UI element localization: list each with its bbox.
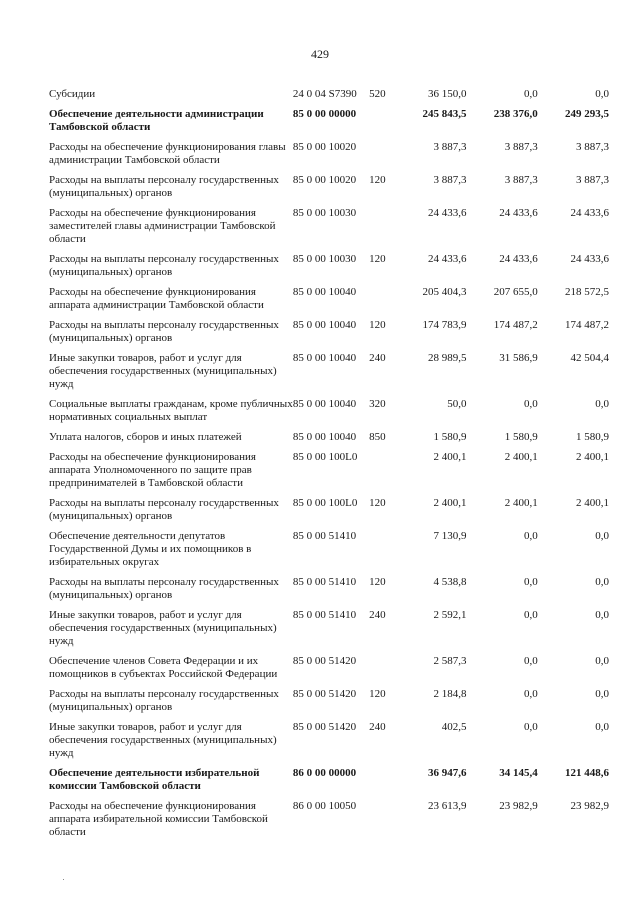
- row-value-2: 34 145,4: [499, 767, 538, 779]
- row-value-2: 0,0: [523, 721, 538, 733]
- row-expense-type: [369, 108, 395, 141]
- row-value-2: 0,0: [523, 576, 538, 588]
- row-value-3: 0,0: [595, 576, 609, 588]
- table-row: [49, 253, 609, 286]
- row-value-1: 4 538,8: [433, 576, 467, 588]
- row-value-3: 3 887,3: [576, 141, 609, 153]
- row-value-3: 0,0: [595, 688, 609, 700]
- row-code: 85 0 00 00000: [292, 108, 357, 120]
- row-code: 85 0 00 10040: [292, 352, 357, 364]
- table-row: [49, 398, 609, 431]
- row-value-3: 121 448,6: [565, 767, 609, 779]
- row-value-1: 50,0: [447, 398, 467, 410]
- row-value-2: 1 580,9: [504, 431, 538, 443]
- row-name: Обеспечение деятельности администрации Тамбовской области: [49, 108, 264, 133]
- table-row: [49, 530, 609, 576]
- row-expense-type: 120: [369, 253, 386, 265]
- row-value-2: 174 487,2: [493, 319, 538, 331]
- table-row: [49, 431, 609, 451]
- row-expense-type: 520: [369, 88, 386, 100]
- row-name: Расходы на выплаты персоналу государственных (муниципальных) органов: [49, 174, 279, 199]
- row-value-1: 36 150,0: [427, 88, 467, 100]
- row-expense-type: [369, 655, 395, 688]
- row-code: 85 0 00 51410: [292, 609, 357, 621]
- row-name: Расходы на выплаты персоналу государственных (муниципальных) органов: [49, 497, 279, 522]
- row-value-2: 24 433,6: [499, 253, 538, 265]
- row-value-3: 0,0: [595, 655, 609, 667]
- row-value-2: 2 400,1: [504, 451, 538, 463]
- row-expense-type: 120: [369, 497, 386, 509]
- table-row: [49, 655, 609, 688]
- table-row: [49, 451, 609, 497]
- table-row: [49, 609, 609, 655]
- row-value-2: 0,0: [523, 688, 538, 700]
- row-expense-type: [369, 451, 395, 497]
- row-value-3: 218 572,5: [565, 286, 609, 298]
- table-row: [49, 497, 609, 530]
- row-value-1: 28 989,5: [427, 352, 467, 364]
- row-name: Обеспечение членов Совета Федерации и их помощников в субъектах Российской Федерации: [49, 655, 278, 680]
- row-name: Расходы на выплаты персоналу государственных (муниципальных) органов: [49, 253, 279, 278]
- table-row: [49, 576, 609, 609]
- row-code: 85 0 00 51410: [292, 576, 357, 588]
- row-code: 85 0 00 100L0: [292, 451, 358, 463]
- row-value-3: 0,0: [595, 609, 609, 621]
- row-code: 85 0 00 10020: [292, 141, 357, 153]
- row-code: 24 0 04 S7390: [292, 88, 357, 100]
- row-value-1: 3 887,3: [433, 141, 467, 153]
- row-code: 85 0 00 51420: [292, 655, 357, 667]
- row-value-3: 23 982,9: [570, 800, 609, 812]
- budget-table-body: [49, 88, 609, 846]
- row-value-3: 42 504,4: [570, 352, 609, 364]
- row-expense-type: [369, 800, 395, 846]
- row-value-1: 1 580,9: [433, 431, 467, 443]
- row-code: 85 0 00 51420: [292, 688, 357, 700]
- row-code: 86 0 00 00000: [292, 767, 357, 779]
- row-expense-type: 850: [369, 431, 386, 443]
- row-name: Расходы на обеспечение функционирования аппарата Уполномоченного по защите прав предпринимателей в Тамбовской области: [49, 451, 256, 489]
- row-expense-type: 120: [369, 688, 386, 700]
- row-code: 85 0 00 10040: [292, 431, 357, 443]
- table-row: [49, 721, 609, 767]
- row-expense-type: [369, 207, 395, 253]
- row-expense-type: 240: [369, 721, 386, 733]
- row-code: 85 0 00 10040: [292, 398, 357, 410]
- row-code: 85 0 00 10040: [292, 286, 357, 298]
- row-value-3: 3 887,3: [576, 174, 609, 186]
- row-name: Обеспечение деятельности депутатов Государственной Думы и их помощников в избирательных округах: [49, 530, 252, 568]
- table-row: [49, 108, 609, 141]
- row-value-3: 0,0: [595, 398, 609, 410]
- row-code: 85 0 00 10020: [292, 174, 357, 186]
- table-row: [49, 800, 609, 846]
- row-value-2: 238 376,0: [493, 108, 538, 120]
- row-expense-type: 240: [369, 352, 386, 364]
- row-value-3: 24 433,6: [570, 207, 609, 219]
- row-value-1: 2 592,1: [433, 609, 467, 621]
- row-expense-type: [369, 141, 395, 174]
- row-name: Расходы на обеспечение функционирования аппарата избирательной комиссии Тамбовской области: [49, 800, 268, 838]
- row-value-3: 249 293,5: [565, 108, 609, 120]
- row-name: Расходы на обеспечение функционирования главы администрации Тамбовской области: [49, 141, 286, 166]
- row-value-1: 7 130,9: [433, 530, 467, 542]
- row-code: 85 0 00 10030: [292, 207, 357, 219]
- row-name: Субсидии: [49, 88, 96, 100]
- table-row: [49, 88, 609, 108]
- row-value-1: 205 404,3: [422, 286, 467, 298]
- row-code: 85 0 00 51410: [292, 530, 357, 542]
- row-value-3: 24 433,6: [570, 253, 609, 265]
- row-value-1: 2 184,8: [433, 688, 467, 700]
- table-row: [49, 286, 609, 319]
- row-name: Расходы на выплаты персоналу государственных (муниципальных) органов: [49, 576, 279, 601]
- table-row: [49, 174, 609, 207]
- row-expense-type: [369, 767, 395, 800]
- row-expense-type: 120: [369, 174, 386, 186]
- row-value-1: 24 433,6: [427, 253, 467, 265]
- row-value-2: 2 400,1: [504, 497, 538, 509]
- row-name: Иные закупки товаров, работ и услуг для обеспечения государственных (муниципальных) нужд: [49, 721, 277, 759]
- table-row: [49, 688, 609, 721]
- row-value-2: 3 887,3: [504, 141, 538, 153]
- row-name: Расходы на выплаты персоналу государственных (муниципальных) органов: [49, 319, 279, 344]
- row-code: 85 0 00 100L0: [292, 497, 358, 509]
- row-name: Социальные выплаты гражданам, кроме публичных нормативных социальных выплат: [49, 398, 293, 423]
- row-value-2: 24 433,6: [499, 207, 538, 219]
- row-value-2: 31 586,9: [499, 352, 538, 364]
- row-value-2: 207 655,0: [493, 286, 538, 298]
- table-row: [49, 207, 609, 253]
- row-value-3: 2 400,1: [576, 451, 609, 463]
- table-row: [49, 352, 609, 398]
- row-value-1: 245 843,5: [422, 108, 467, 120]
- scan-artifact: [63, 879, 64, 880]
- budget-table: [49, 88, 609, 846]
- row-value-1: 23 613,9: [427, 800, 467, 812]
- row-code: 85 0 00 10030: [292, 253, 357, 265]
- row-value-1: 402,5: [441, 721, 467, 733]
- row-expense-type: [369, 286, 395, 319]
- row-value-3: 0,0: [595, 88, 609, 100]
- row-name: Обеспечение деятельности избирательной комиссии Тамбовской области: [49, 767, 260, 792]
- row-expense-type: 120: [369, 319, 386, 331]
- row-value-3: 2 400,1: [576, 497, 609, 509]
- row-value-2: 0,0: [523, 655, 538, 667]
- row-value-2: 0,0: [523, 530, 538, 542]
- table-row: [49, 319, 609, 352]
- row-expense-type: [369, 530, 395, 576]
- row-value-1: 24 433,6: [427, 207, 467, 219]
- row-value-1: 2 587,3: [433, 655, 467, 667]
- row-value-1: 2 400,1: [433, 497, 467, 509]
- row-value-3: 0,0: [595, 721, 609, 733]
- row-value-3: 174 487,2: [565, 319, 609, 331]
- row-name: Расходы на обеспечение функционирования аппарата администрации Тамбовской области: [49, 286, 264, 311]
- row-value-1: 3 887,3: [433, 174, 467, 186]
- row-name: Иные закупки товаров, работ и услуг для обеспечения государственных (муниципальных) нужд: [49, 352, 277, 390]
- row-value-1: 174 783,9: [422, 319, 467, 331]
- row-expense-type: 240: [369, 609, 386, 621]
- row-expense-type: 120: [369, 576, 386, 588]
- row-expense-type: 320: [369, 398, 386, 410]
- row-name: Уплата налогов, сборов и иных платежей: [49, 431, 242, 443]
- row-value-2: 0,0: [523, 398, 538, 410]
- row-value-3: 0,0: [595, 530, 609, 542]
- table-row: [49, 767, 609, 800]
- page-number: 429: [311, 47, 329, 61]
- row-value-2: 23 982,9: [499, 800, 538, 812]
- row-value-1: 2 400,1: [433, 451, 467, 463]
- table-row: [49, 141, 609, 174]
- row-value-1: 36 947,6: [427, 767, 467, 779]
- row-value-2: 0,0: [523, 88, 538, 100]
- row-name: Расходы на обеспечение функционирования заместителей главы администрации Тамбовской области: [49, 207, 276, 245]
- row-code: 86 0 00 10050: [292, 800, 357, 812]
- row-name: Расходы на выплаты персоналу государственных (муниципальных) органов: [49, 688, 279, 713]
- row-code: 85 0 00 10040: [292, 319, 357, 331]
- row-code: 85 0 00 51420: [292, 721, 357, 733]
- row-value-3: 1 580,9: [576, 431, 609, 443]
- row-name: Иные закупки товаров, работ и услуг для обеспечения государственных (муниципальных) нужд: [49, 609, 277, 647]
- row-value-2: 3 887,3: [504, 174, 538, 186]
- row-value-2: 0,0: [523, 609, 538, 621]
